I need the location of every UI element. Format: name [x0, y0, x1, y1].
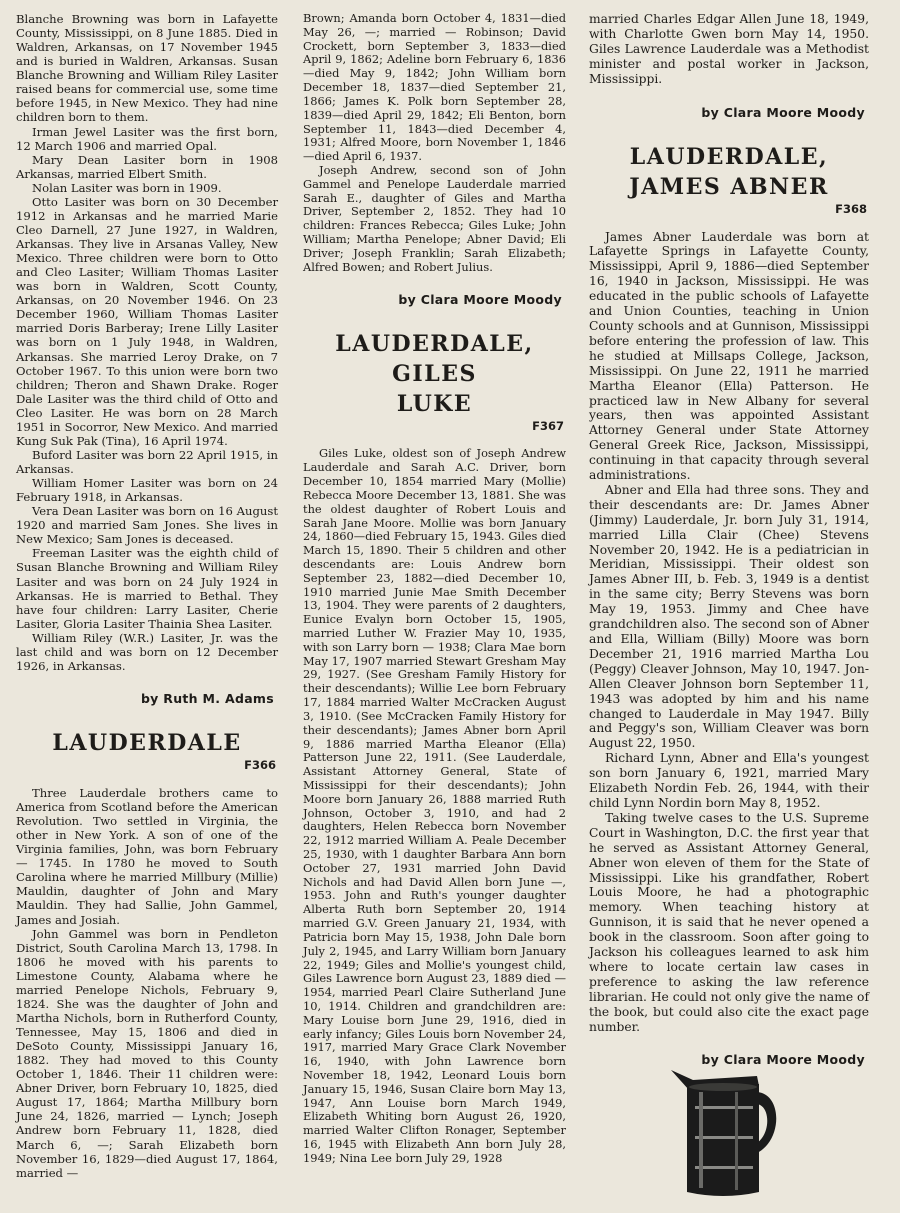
heading-line: LUKE: [396, 391, 473, 418]
byline: by Ruth M. Adams: [140, 690, 274, 706]
section-heading: [589, 142, 869, 202]
paragraph: Irman Jewel Lasiter was the first born, 12 March 1906 and married Opal.: [16, 124, 278, 153]
paragraph: Vera Dean Lasiter was born on 16 August 1920 and married Sam Jones. She lives in New Mexico; Sam Jones is deceased.: [16, 504, 278, 547]
byline: by Clara Moore Moody: [701, 1052, 865, 1068]
column-1: [16, 12, 278, 1180]
byline: by Clara Moore Moody: [701, 104, 865, 120]
byline: by Clara Moore Moody: [398, 292, 562, 308]
paragraph: Giles Luke, oldest son of Joseph Andrew Lauderdale and Sarah A.C. Driver, born December 10, 1854 married Mary (Mollie) Rebecca Moore December 13, 1881. She was the oldest daughter of Robert Louis and Sarah Jane Moore. Mollie was born January 24, 1860—died February 15, 1943. Giles died March 15, 1890. Their 5 children and other descendants are: Louis Andrew born September 23, 1882—died December 10, 1910 married Junie Mae Smith December 13, 1904. They were parents of 2 daughters, Eunice Evalyn born October 15, 1905, married Luther W. Frazier May 10, 1935, with son Larry born — 1938; Clara Mae born May 17, 1907 married Stewart Gresham May 29, 1927. (See Gresham Family History for their descendants); Willie Lee born February 17, 1884 married Walter McCracken August 3, 1910. (See McCracken Family History for their descendants); James Abner born April 9, 1886 married Martha Eleanor (Ella) Patterson June 22, 1911. (See Lauderdale, Assistant Attorney General, State of Mississippi for their descendants); John Moore born January 26, 1888 married Ruth Johnson, October 3, 1910, and had 2 daughters, Helen Rebecca born November 22, 1912 married William A. Peale December 25, 1930, with 1 daughter Barbara Ann born October 27, 1931 married John David Nichols and had David Allen born June —, 1953. John and Ruth's younger daughter Alberta Ruth born September 20, 1914 married G.V. Green January 21, 1934, with Patricia born May 15, 1938, John Dale born July 2, 1945, and Larry William born January 22, 1949; Giles and Mollie's youngest child, Giles Lawrence born August 23, 1889 died — 1954, married Pearl Claire Sutherland June 10, 1914. Children and grandchildren are: Mary Louise born June 29, 1916, died in early infancy; Giles Louis born November 24, 1917, married Mary Grace Clark November 16, 1940, with John Lawrence born November 18, 1942, Leonard Louis born January 15, 1946, Susan Claire born May 13, 1947, Ann Louise born March 1949, Elizabeth Whiting born August 26, 1920, married Walter Clifton Ronager, September 16, 1945 with Elizabeth Ann born July 28, 1949; Nina Lee born July 29, 1928: [303, 446, 566, 1165]
paragraph: Nolan Lasiter was born in 1909.: [32, 180, 222, 195]
paragraph: Buford Lasiter was born 22 April 1915, in Arkansas.: [16, 447, 278, 476]
paragraph: Joseph Andrew, second son of John Gammel and Penelope Lauderdale married Sarah E., daughter of Giles and Martha Driver, September 2, 1852. They had 10 children: Frances Rebecca; Giles Luke; John William; Martha Penelope; Abner David; Eli Driver; Joseph Franklin; Sarah Elizabeth; Alfred Bowen; and Robert Julius.: [303, 162, 566, 274]
heading-line: LAUDERDALE, GILES: [335, 331, 534, 388]
paragraph: James Abner Lauderdale was born at Lafayette Springs in Lafayette County, Mississippi, April 9, 1886—died September 16, 1940 in Jackson, Mississippi. He was educated in the public schools of Lafayette and Union Counties, teaching in Union County schools and at Gunnison, Mississippi before entering the profession of law. This he studied at Millsaps College, Jackson, Mississippi. On June 22, 1911 he married Martha Eleanor (Ella) Patterson. He practiced law in New Albany for several years, then was appointed Assistant Attorney General under State Attorney General Greek Rice, Jackson, Mississippi, continuing in that capacity through several administrations.: [589, 229, 869, 483]
paragraph: Mary Dean Lasiter born in 1908 Arkansas, married Elbert Smith.: [16, 152, 278, 181]
column-2: [303, 12, 566, 1166]
heading-line: LAUDERDALE,: [629, 143, 829, 170]
section-heading: [303, 329, 566, 419]
paragraph: John Gammel was born in Pendleton District, South Carolina March 13, 1798. In 1806 he moved with his parents to Limestone County, Alabama where he married Penelope Nichols, February 9, 1824. She was the daughter of John and Martha Nichols, born in Rutherford County, Tennessee, May 15, 1806 and died in DeSoto County, Mississippi January 16, 1882. They had moved to this County October 1, 1846. Their 11 children were: Abner Driver, born February 10, 1825, died August 17, 1864; Martha Millbury born June 24, 1826, married — Lynch; Joseph Andrew born February 11, 1828, died March 6, —; Sarah Elizabeth born November 16, 1829—died August 17, 1864, married —: [16, 926, 278, 1180]
paragraph: Taking twelve cases to the U.S. Supreme Court in Washington, D.C. the first year that he served as Assistant Attorney General, Abner won eleven of them for the State of Mississippi. Like his grandfather, Robert Louis Moore, he had a photographic memory. When teaching history at Gunnison, it is said that he never opened a book in the classroom. Soon after going to Jackson his colleagues learned to ask him where to locate certain law cases in preference to asking the law reference librarian. He could not only give the name of the book, but could also cite the exact page number.: [589, 810, 869, 1034]
paragraph: Freeman Lasiter was the eighth child of Susan Blanche Browning and William Riley Lasiter and was born on 24 July 1924 in Arkansas. He is married to Bethal. They have four children: Larry Lasiter, Cherie Lasiter, Gloria Lasiter Thainia Shea Lasiter.: [16, 546, 278, 631]
paragraph: Blanche Browning was born in Lafayette County, Mississippi, on 8 June 1885. Died in Waldren, Arkansas, on 17 November 1945 and is buried in Waldren, Arkansas. Susan Blanche Browning and William Riley Lasiter raised beans for commercial use, some time before 1945, in New Mexico. They had nine children born to them.: [16, 12, 278, 125]
heading-line: JAMES ABNER: [629, 173, 829, 200]
family-code: F367: [532, 419, 564, 434]
paragraph: married Charles Edgar Allen June 18, 1949, with Charlotte Gwen born May 14, 1950. Giles Lawrence Lauderdale was a Methodist minister and postal worker in Jackson, Mississippi.: [589, 12, 869, 86]
family-code: F366: [244, 757, 276, 772]
family-code: F368: [835, 201, 867, 216]
section-heading: [16, 728, 278, 758]
heading-line: LAUDERDALE: [52, 729, 242, 756]
column-3: [589, 12, 869, 1089]
paragraph: Brown; Amanda born October 4, 1831—died May 26, —; married — Robinson; David Crockett, born September 3, 1833—died April 9, 1862; Adeline born February 6, 1836—died May 9, 1842; John William born December 18, 1837—died September 21, 1866; James K. Polk born September 28, 1839—died April 29, 1842; Eli Benton, born September 11, 1843—died December 4, 1931; Alfred Moore, born November 1, 1846—died April 6, 1937.: [303, 11, 566, 164]
paragraph: Three Lauderdale brothers came to America from Scotland before the American Revolution. Two settled in Virginia, the other in New York. A son of one of the Virginia families, John, was born February — 1745. In 1780 he moved to South Carolina where he married Millbury (Millie) Mauldin, daughter of John and Mary Mauldin. They had Sallie, John Gammel, James and Josiah.: [16, 785, 278, 927]
paragraph: Abner and Ella had three sons. They and their descendants are: Dr. James Abner (Jimmy) Lauderdale, Jr. born July 31, 1914, married Lilla Clair (Chee) Stevens November 20, 1942. He is a pediatrician in Meridian, Mississippi. Their oldest son James Abner III, b. Feb. 3, 1949 is a dentist in the same city; Berry Stevens was born May 19, 1953. Jimmy and Chee have grandchildren also. The second son of Abner and Ella, William (Billy) Moore was born December 21, 1916 married Martha Lou (Peggy) Cleaver Johnson, May 10, 1947. Jon-Allen Cleaver Johnson born September 11, 1943 was adopted by him and his name changed to Lauderdale in May 1947. Billy and Peggy's son, William Cleaver was born August 22, 1950.: [589, 482, 869, 751]
pitcher-icon: [665, 1062, 785, 1202]
paragraph: William Riley (W.R.) Lasiter, Jr. was the last child and was born on 12 December 1926, in Arkansas.: [16, 630, 278, 673]
paragraph: Richard Lynn, Abner and Ella's youngest son born January 6, 1921, married Mary Elizabeth Nordin Feb. 26, 1944, with their child Lynn Nordin born May 8, 1952.: [589, 751, 869, 810]
paragraph: William Homer Lasiter was born on 24 February 1918, in Arkansas.: [16, 476, 278, 505]
paragraph: Otto Lasiter was born on 30 December 1912 in Arkansas and he married Marie Cleo Darnell, 27 June 1927, in Waldren, Arkansas. They live in Arsanas Valley, New Mexico. Three children were born to Otto and Cleo Lasiter; William Thomas Lasiter was born in Waldren, Scott County, Arkansas, on 20 November 1946. On 23 December 1960, William Thomas Lasiter married Doris Barberay; Irene Lilly Lasiter was born on 1 July 1948, in Waldren, Arkansas. She married Leroy Drake, on 7 October 1967. To this union were born two children; Theron and Shawn Drake. Roger Dale Lasiter was the third child of Otto and Cleo Lasiter. He was born on 28 March 1951 in Socorror, New Mexico. And married Kung Suk Pak (Tina), 16 April 1974.: [16, 194, 278, 448]
